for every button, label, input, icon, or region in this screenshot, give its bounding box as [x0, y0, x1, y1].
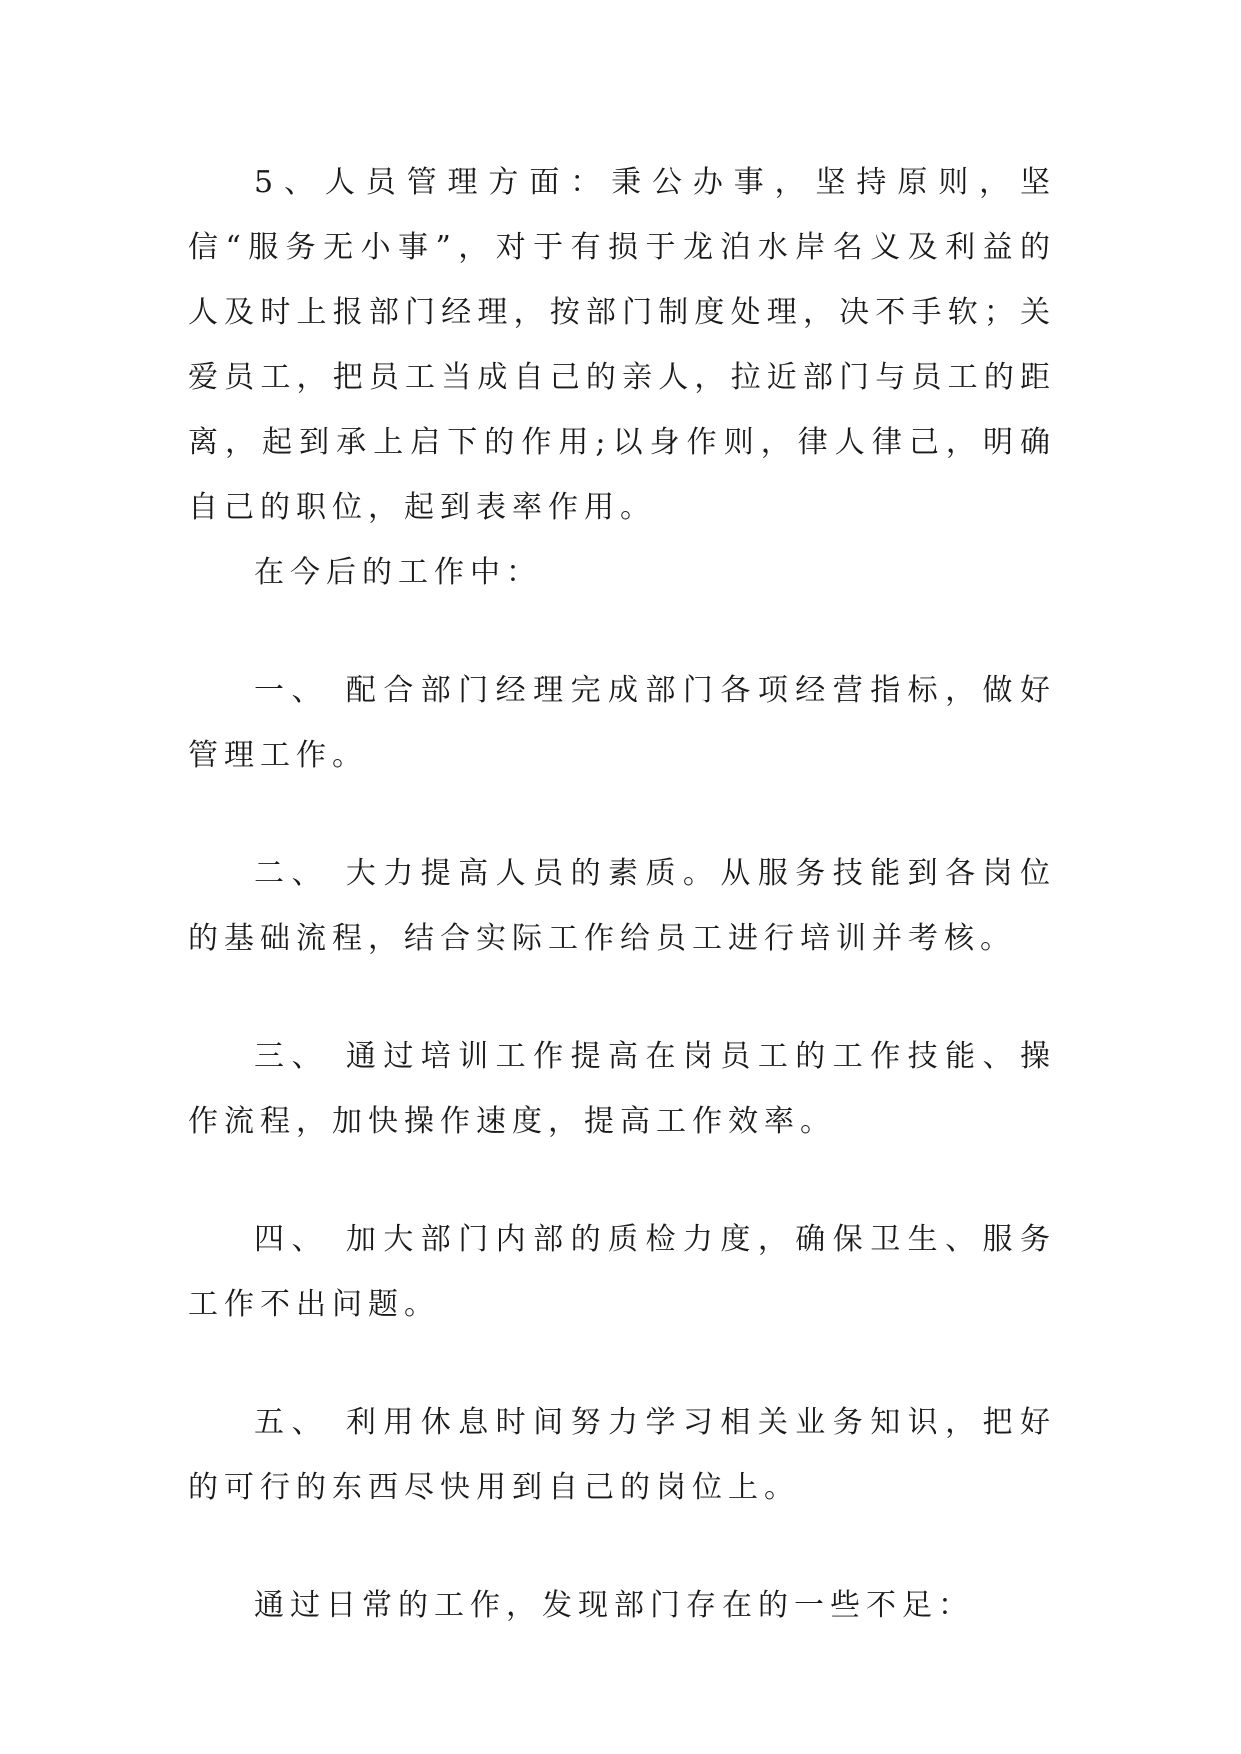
paragraph-personnel-management: 5、人员管理方面：秉公办事，坚持原则，坚信“服务无小事”，对于有损于龙泊水岸名义及利益的人及时上报部门经理，按部门制度处理，决不手软；关爱员工，把员工当成自己的亲人，拉近部门与员工的距离，起到承上启下的作用;以身作则，律人律己，明确自己的职位，起到表率作用。	[188, 165, 1056, 525]
list-item-1: 一、 配合部门经理完成部门各项经营指标，做好管理工作。	[188, 673, 1056, 773]
list-item-5: 五、 利用休息时间努力学习相关业务知识，把好的可行的东西尽快用到自己的岗位上。	[188, 1405, 1056, 1505]
list-item-4: 四、 加大部门内部的质检力度，确保卫生、服务工作不出问题。	[188, 1222, 1056, 1322]
list-item-2: 二、 大力提高人员的素质。从服务技能到各岗位的基础流程，结合实际工作给员工进行培训并考核。	[188, 856, 1056, 956]
paragraph-shortcomings-intro: 通过日常的工作，发现部门存在的一些不足：	[254, 1588, 974, 1623]
list-item-3: 三、 通过培训工作提高在岗员工的工作技能、操作流程，加快操作速度，提高工作效率。	[188, 1039, 1056, 1139]
document-page	[188, 150, 1056, 1638]
paragraph-future-work-intro: 在今后的工作中：	[254, 555, 542, 590]
